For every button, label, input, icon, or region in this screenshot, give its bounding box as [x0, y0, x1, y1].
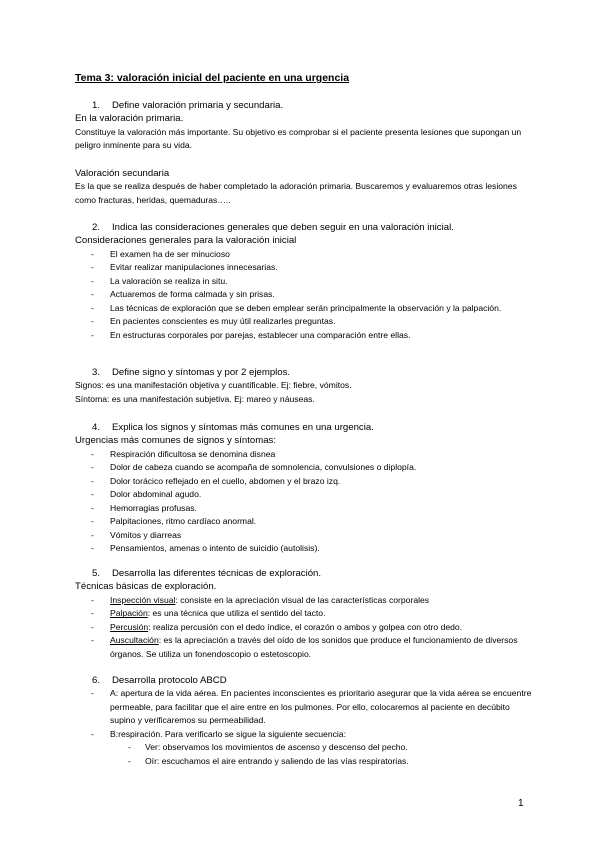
technique-term: Percusión — [110, 621, 149, 632]
technique-description: : realiza percusión con el dedo índice, el corazón o ambos y golpea con otro dedo. — [148, 621, 463, 632]
heading-text: Desarrolla las diferentes técnicas de exploración. — [112, 568, 322, 579]
paragraph: Es la que se realiza después de haber completado la adoración primaria. Buscaremos y evaluaremos otras lesiones como fracturas, heridas, quemaduras….. — [75, 181, 517, 205]
heading-text: Indica las consideraciones generales que deben seguir en una valoración inicial. — [112, 222, 454, 233]
section-number: 2. — [92, 222, 101, 233]
list-item: - Hemorragias profusas. — [75, 502, 535, 516]
list-item: - La valoración se realiza in situ. — [75, 275, 535, 289]
list-item: - Respiración dificultosa se denomina disnea — [75, 448, 535, 462]
section-5-heading — [75, 567, 535, 580]
section-1-heading — [75, 99, 535, 112]
list-item: - Vómitos y diarreas — [75, 529, 535, 543]
list-item: - Evitar realizar manipulaciones innecesarias. — [75, 261, 535, 275]
technique-term: Inspección visual — [110, 594, 176, 605]
abcd-list — [75, 687, 535, 768]
list-item: - Actuaremos de forma calmada y sin prisas. — [75, 288, 535, 302]
technique-description: : es una técnica que utiliza el sentido del tacto. — [147, 608, 326, 619]
symptom-definition: Síntoma: es una manifestación subjetiva. Ej: mareo y náuseas. — [75, 393, 315, 404]
symptoms-list — [75, 448, 535, 556]
list-item: - Oír: escuchamos el aire entrando y saliendo de las vías respiratorias. — [75, 755, 535, 769]
list-item: - Pensamientos, amenas o intento de suicidio (autolisis). — [75, 542, 535, 556]
list-item — [75, 594, 535, 608]
technique-description: : consiste en la apreciación visual de las características corporales — [175, 594, 430, 605]
list-item: - Dolor de cabeza cuando se acompaña de somnolencia, convulsiones o diplopía. — [75, 461, 535, 475]
heading-text: Define signo y síntomas y por 2 ejemplos. — [112, 367, 291, 378]
list-item: - El examen ha de ser minucioso — [75, 248, 535, 262]
section-4 — [75, 421, 535, 556]
list-item: - Las técnicas de exploración que se deben emplear serán principalmente la observación y la palpación. — [75, 302, 535, 316]
list-item — [75, 728, 535, 769]
list-item — [75, 621, 535, 635]
subheading: En la valoración primaria. — [75, 113, 184, 125]
heading-text: Desarrolla protocolo ABCD — [112, 675, 227, 686]
section-4-heading — [75, 421, 535, 434]
section-number: 1. — [92, 100, 101, 111]
subheading: Técnicas básicas de exploración. — [75, 581, 217, 593]
section-2 — [75, 221, 535, 342]
subheading: Consideraciones generales para la valoración inicial — [75, 235, 297, 247]
section-1-secondary — [75, 167, 535, 207]
list-item: - A: apertura de la vida aérea. En pacientes inconscientes es prioritario asegurar que la vida aérea se encuentre permeable, para facilitar que el aire entre en los pulmones. Por ello, colocaremos al paciente en decúbito supino y verificaremos su permeabilidad. — [75, 687, 535, 728]
list-item: - Ver: observamos los movimientos de ascenso y descenso del pecho. — [75, 741, 535, 755]
heading-text: Explica los signos y síntomas más comunes en una urgencia. — [112, 422, 374, 433]
section-3-heading — [75, 366, 535, 379]
section-6-heading — [75, 674, 535, 687]
subheading: Valoración secundaria — [75, 168, 170, 179]
section-2-heading — [75, 221, 535, 234]
section-number: 6. — [92, 675, 101, 686]
section-5 — [75, 567, 535, 661]
section-number: 5. — [92, 568, 101, 579]
technique-description: : es la apreciación a través del oído de los sonidos que produce el funcionamiento de diversos órganos. Se utiliza un fonendoscopio o estetoscopio. — [110, 635, 518, 659]
subheading: Urgencias más comunes de signos y síntomas: — [75, 435, 277, 447]
techniques-list — [75, 594, 535, 662]
document-title: Tema 3: valoración inicial del paciente en una urgencia — [75, 72, 350, 84]
section-1 — [75, 99, 535, 153]
breathing-sequence-list — [75, 741, 535, 768]
list-item: - Dolor abdominal agudo. — [75, 488, 535, 502]
list-item: - En estructuras corporales por parejas, establecer una comparación entre ellas. — [75, 329, 535, 343]
section-3 — [75, 366, 535, 406]
list-item: - Palpitaciones, ritmo cardíaco anormal. — [75, 515, 535, 529]
list-item — [75, 634, 535, 661]
section-number: 3. — [92, 367, 101, 378]
section-number: 4. — [92, 422, 101, 433]
paragraph: Constituye la valoración más importante. Su objetivo es comprobar si el paciente presenta lesiones que supongan un peligro inminente para su vida. — [75, 126, 522, 151]
heading-text: Define valoración primaria y secundaria. — [112, 100, 284, 111]
page-number: 1 — [518, 798, 524, 809]
section-6 — [75, 674, 535, 768]
list-item: - Dolor torácico reflejado en el cuello, abdomen y el brazo izq. — [75, 475, 535, 489]
list-item — [75, 607, 535, 621]
technique-term: Palpación — [110, 608, 148, 619]
signs-definition: Signos: es una manifestación objetiva y cuantificable. Ej: fiebre, vómitos. — [75, 380, 352, 391]
list-item-text: B:respiración. Para verificarlo se sigue la siguiente secuencia: — [110, 728, 346, 739]
considerations-list — [75, 248, 535, 343]
list-item: - En pacientes conscientes es muy útil realizarles preguntas. — [75, 315, 535, 329]
technique-term: Auscultación — [110, 635, 159, 646]
